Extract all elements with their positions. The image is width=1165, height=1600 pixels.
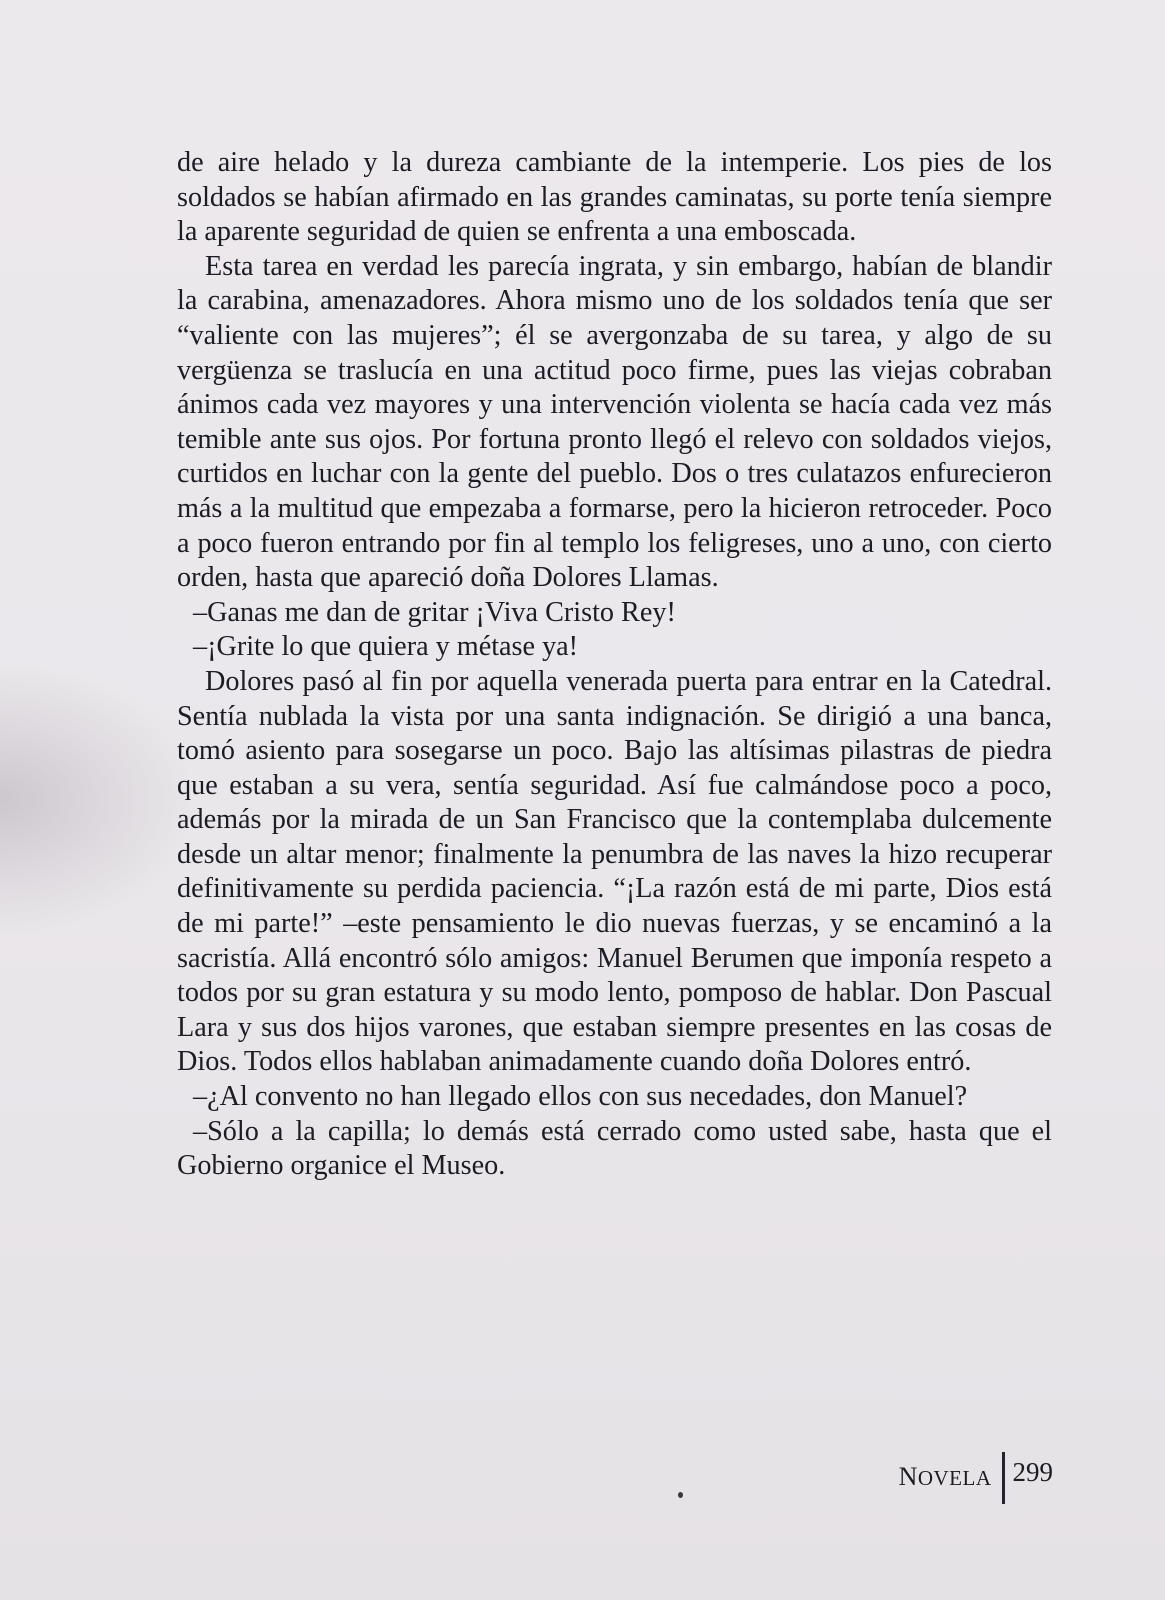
- running-footer-section: NOVELA: [898, 1462, 992, 1491]
- paragraph-dolores-catedral: Dolores pasó al fin por aquella venerada puerta para entrar en la Catedral. Sentía nublada la vista por una santa indignación. Se dirigió a una banca, tomó asiento para sosegarse un poco. Bajo las altísimas pilastras de piedra que estaban a su vera, sentía seguridad. Así fue calmándose poco a poco, además por la mirada de un San Francisco que la contemplaba dulcemente desde un altar menor; finalmente la penumbra de las naves la hizo recuperar definitivamente su perdida paciencia. “¡La razón está de mi parte, Dios está de mi parte!” –este pensamiento le dio nuevas fuerzas, y se encaminó a la sacristía. Allá encontró sólo amigos: Manuel Berumen que imponía respeto a todos por su gran estatura y su modo lento, pomposo de hablar. Don Pascual Lara y sus dos hijos varones, que estaban siempre presentes en las cosas de Dios. Todos ellos hablaban animadamente cuando doña Dolores entró.: [177, 665, 1052, 1078]
- dialog-line-convento: –¿Al convento no han llegado ellos con sus necedades, don Manuel?: [193, 1081, 968, 1113]
- body-text: [177, 146, 1052, 1184]
- dialog-line-grite: –¡Grite lo que quiera y métase ya!: [193, 631, 579, 663]
- paragraph-continuation: de aire helado y la dureza cambiante de la intemperie. Los pies de los soldados se habían afirmado en las grandes caminatas, su porte tenía siempre la aparente seguridad de quien se enfrenta a una emboscada.: [177, 147, 1052, 248]
- dialog-line-capilla: –Sólo a la capilla; lo demás está cerrado como usted sabe, hasta que el Gobierno organice el Museo.: [177, 1115, 1052, 1182]
- page-number: 299: [1012, 1457, 1053, 1487]
- dialog-line-viva-cristo-rey: –Ganas me dan de gritar ¡Viva Cristo Rey!: [193, 596, 676, 628]
- ink-speck: [678, 1492, 683, 1498]
- paragraph-soldiers: Esta tarea en verdad les parecía ingrata, y sin embargo, habían de blandir la carabina, amenazadores. Ahora mismo uno de los soldados tenía que ser “valiente con las mujeres”; él se avergonzaba de su tarea, y algo de su vergüenza se traslucía en una actitud poco firme, pues las viejas cobraban ánimos cada vez mayores y una intervención violenta se hacía cada vez más temible ante sus ojos. Por fortuna pronto llegó el relevo con soldados viejos, curtidos en luchar con la gente del pueblo. Dos o tres culatazos enfurecieron más a la multitud que empezaba a formarse, pero la hicieron retroceder. Poco a poco fueron entrando por fin al templo los feligreses, uno a uno, con cierto orden, hasta que apareció doña Dolores Llamas.: [177, 250, 1052, 594]
- page-footer: [899, 1452, 1053, 1508]
